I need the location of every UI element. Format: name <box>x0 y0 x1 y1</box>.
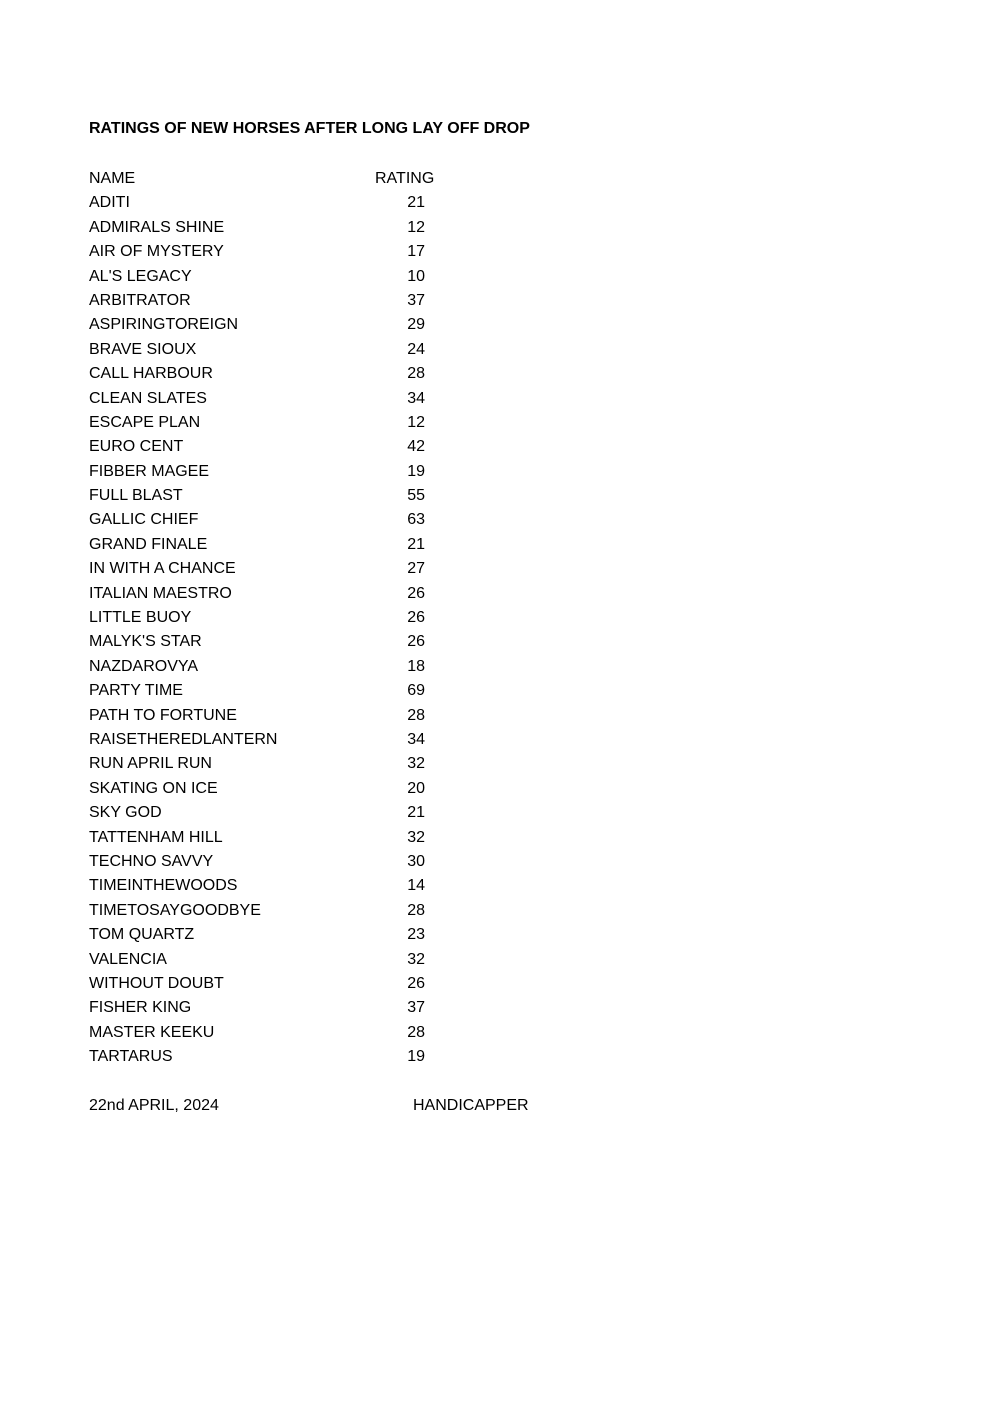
horse-name-cell: ESCAPE PLAN <box>89 413 201 431</box>
horse-name-cell: ADITI <box>89 194 130 212</box>
horse-rating-cell: 21 <box>407 194 425 212</box>
horse-rating-cell: 29 <box>407 316 425 334</box>
horse-rating-cell: 34 <box>407 730 425 748</box>
horse-name-cell: VALENCIA <box>89 950 167 968</box>
table-row <box>89 826 509 850</box>
horse-name-cell: FIBBER MAGEE <box>89 462 210 480</box>
horse-rating-cell: 37 <box>407 999 425 1017</box>
horse-rating-cell: 28 <box>407 1023 425 1041</box>
horse-rating-cell: 37 <box>407 291 425 309</box>
horse-name-cell: LITTLE BUOY <box>89 609 192 627</box>
horse-rating-cell: 12 <box>407 218 425 236</box>
horse-rating-cell: 26 <box>407 584 425 602</box>
table-row <box>89 240 509 264</box>
table-row <box>89 484 509 508</box>
horse-rating-cell: 24 <box>407 340 425 358</box>
horse-name-cell: SKATING ON ICE <box>89 779 218 797</box>
horse-name-cell: GRAND FINALE <box>89 535 208 553</box>
horse-rating-cell: 42 <box>407 438 425 456</box>
table-row <box>89 630 509 654</box>
horse-rating-cell: 28 <box>407 901 425 919</box>
table-row <box>89 338 509 362</box>
table-row <box>89 362 509 386</box>
table-row <box>89 265 509 289</box>
horse-name-cell: GALLIC CHIEF <box>89 511 199 529</box>
horse-rating-cell: 19 <box>407 462 425 480</box>
document-footer <box>89 1094 589 1118</box>
horse-rating-cell: 12 <box>407 413 425 431</box>
horse-rating-cell: 26 <box>407 974 425 992</box>
horse-rating-cell: 23 <box>407 926 425 944</box>
table-row <box>89 679 509 703</box>
horse-name-cell: TATTENHAM HILL <box>89 828 223 846</box>
horse-rating-cell: 27 <box>407 560 425 578</box>
table-row <box>89 1045 509 1069</box>
table-row <box>89 313 509 337</box>
horse-rating-cell: 18 <box>407 657 425 675</box>
table-row <box>89 533 509 557</box>
table-row <box>89 801 509 825</box>
horse-name-cell: AIR OF MYSTERY <box>89 243 224 261</box>
table-row <box>89 777 509 801</box>
table-header-row <box>89 167 509 191</box>
horse-name-cell: RUN APRIL RUN <box>89 755 212 773</box>
table-row <box>89 655 509 679</box>
table-row <box>89 582 509 606</box>
horse-name-cell: ASPIRINGTOREIGN <box>89 316 239 334</box>
table-row <box>89 191 509 215</box>
table-row <box>89 557 509 581</box>
table-row <box>89 948 509 972</box>
footer-date: 22nd APRIL, 2024 <box>89 1097 219 1114</box>
horse-name-cell: TOM QUARTZ <box>89 926 195 944</box>
horse-rating-cell: 32 <box>407 828 425 846</box>
horse-name-cell: ITALIAN MAESTRO <box>89 584 232 602</box>
horse-name-cell: RAISETHEREDLANTERN <box>89 730 278 748</box>
horse-name-cell: TIMETOSAYGOODBYE <box>89 901 261 919</box>
horse-name-cell: PARTY TIME <box>89 682 183 700</box>
horse-rating-cell: 17 <box>407 243 425 261</box>
horse-rating-cell: 21 <box>407 535 425 553</box>
horse-rating-cell: 32 <box>407 950 425 968</box>
horse-name-cell: TIMEINTHEWOODS <box>89 877 238 895</box>
horse-rating-cell: 26 <box>407 609 425 627</box>
table-row <box>89 728 509 752</box>
horse-rating-cell: 30 <box>407 852 425 870</box>
table-row <box>89 508 509 532</box>
horse-name-cell: IN WITH A CHANCE <box>89 560 236 578</box>
horse-name-cell: CALL HARBOUR <box>89 365 213 383</box>
horse-rating-cell: 63 <box>407 511 425 529</box>
table-row <box>89 850 509 874</box>
horse-rating-cell: 21 <box>407 804 425 822</box>
horse-name-cell: EURO CENT <box>89 438 184 456</box>
table-row <box>89 606 509 630</box>
horse-rating-cell: 28 <box>407 365 425 383</box>
horse-rating-cell: 32 <box>407 755 425 773</box>
column-header-name: NAME <box>89 170 136 187</box>
horse-name-cell: FULL BLAST <box>89 487 183 505</box>
table-row <box>89 874 509 898</box>
horse-rating-cell: 19 <box>407 1048 425 1066</box>
table-row <box>89 216 509 240</box>
horse-rating-cell: 14 <box>407 877 425 895</box>
horse-name-cell: ADMIRALS SHINE <box>89 218 225 236</box>
horse-name-cell: MASTER KEEKU <box>89 1023 215 1041</box>
column-header-rating: RATING <box>375 170 435 187</box>
horse-name-cell: WITHOUT DOUBT <box>89 974 224 992</box>
ratings-table <box>89 167 509 1069</box>
horse-rating-cell: 10 <box>407 267 425 285</box>
table-row <box>89 752 509 776</box>
horse-name-cell: PATH TO FORTUNE <box>89 706 237 724</box>
horse-name-cell: AL'S LEGACY <box>89 267 192 285</box>
horse-name-cell: ARBITRATOR <box>89 291 191 309</box>
horse-name-cell: FISHER KING <box>89 999 192 1017</box>
horse-name-cell: TARTARUS <box>89 1048 173 1066</box>
footer-signature: HANDICAPPER <box>413 1097 529 1114</box>
horse-rating-cell: 55 <box>407 487 425 505</box>
horse-rating-cell: 34 <box>407 389 425 407</box>
table-row <box>89 387 509 411</box>
horse-name-cell: BRAVE SIOUX <box>89 340 197 358</box>
horse-name-cell: MALYK'S STAR <box>89 633 202 651</box>
document-title: RATINGS OF NEW HORSES AFTER LONG LAY OFF DROP <box>89 120 530 137</box>
table-row <box>89 972 509 996</box>
horse-name-cell: CLEAN SLATES <box>89 389 207 407</box>
table-row <box>89 411 509 435</box>
table-row <box>89 460 509 484</box>
table-body <box>89 191 509 1069</box>
table-row <box>89 435 509 459</box>
horse-name-cell: NAZDAROVYA <box>89 657 199 675</box>
horse-rating-cell: 26 <box>407 633 425 651</box>
horse-name-cell: SKY GOD <box>89 804 162 822</box>
horse-rating-cell: 69 <box>407 682 425 700</box>
table-row <box>89 899 509 923</box>
table-row <box>89 1021 509 1045</box>
horse-name-cell: TECHNO SAVVY <box>89 852 214 870</box>
table-row <box>89 923 509 947</box>
horse-rating-cell: 28 <box>407 706 425 724</box>
table-row <box>89 996 509 1020</box>
table-row <box>89 289 509 313</box>
table-row <box>89 704 509 728</box>
horse-rating-cell: 20 <box>407 779 425 797</box>
